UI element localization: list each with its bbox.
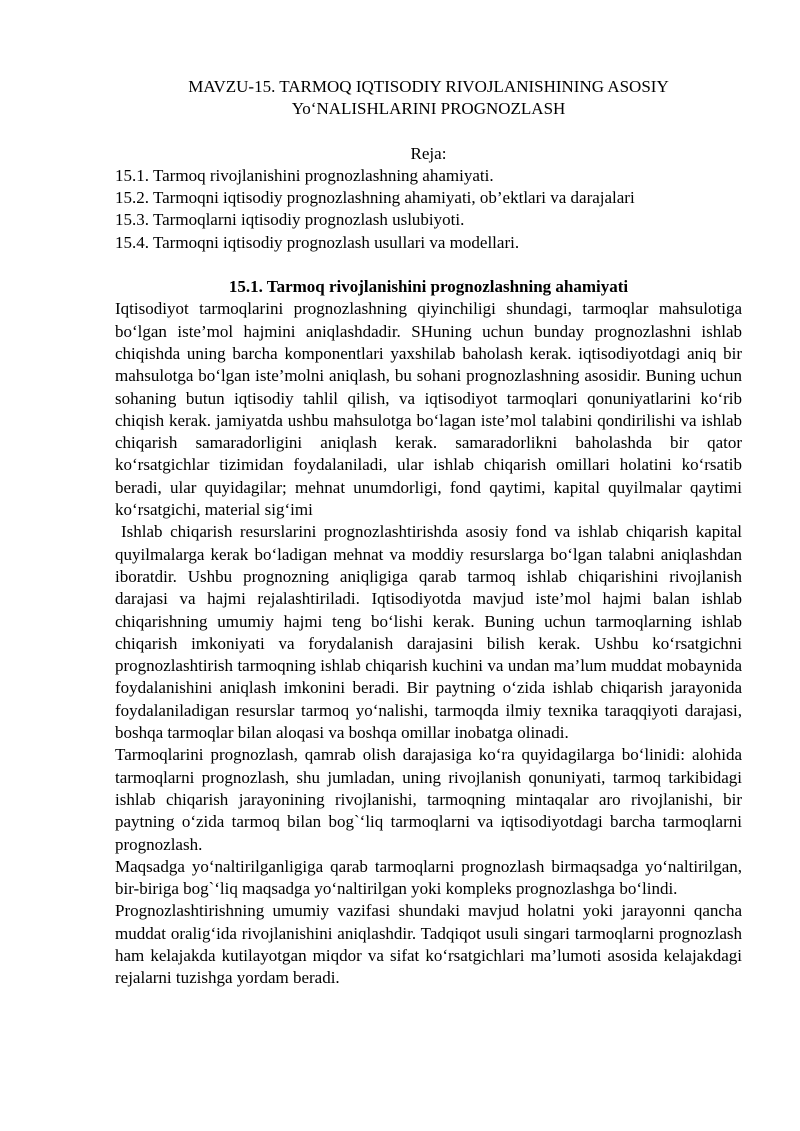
plan-label: Reja: [410,143,447,163]
body-paragraph: Ishlab chiqarish resurslarini prognozlashtirishda asosiy fond va ishlab chiqarish kapital quyilmalarga kerak bo‘ladigan mehnat va moddiy resurslarga bo‘lgan talabni aniqlashdan iboratdir. Ushbu prognozning aniqligiga qarab tarmoq ishlab chiqarishini rivojlanish darajasi va hajmi rejalashtiriladi. Iqtisodiyotda mavjud iste’mol hajmi balan ishlab chiqarishning umumiy hajmi teng bo‘lishi kerak. Buning uchun tarmoqlarning ishlab chiqarish imkoniyati va forydalanish darajasini bilish kerak. Ushbu ko‘rsatgichni prognozlashtirish tarmoqning ishlab chiqarish kuchini va undan ma’lum muddat mobaynida foydalanishini aniqlash imkonini beradi. Bir paytning o‘zida ishlab chiqarish jarayonida foydalaniladigan resurslar tarmoq yo‘nalishi, tarmoqda ilmiy texnika taraqqiyoti darajasi, boshqa tarmoqlar bilan aloqasi va boshqa omillar inobatga olinadi. [115,522,742,743]
document-title [115,76,742,121]
document-page [115,76,742,990]
plan-item: 15.3. Tarmoqlarni iqtisodiy prognozlash uslubiyoti. [115,210,465,230]
title-line-1: MAVZU-15. TARMOQ IQTISODIY RIVOJLANISHINING ASOSIY [188,77,669,96]
plan-list [115,165,742,254]
plan-item: 15.1. Tarmoq rivojlanishini prognozlashning ahamiyati. [115,165,494,185]
body-paragraph: Iqtisodiyot tarmoqlarini prognozlashning qiyinchiligi shundagi, tarmoqlar mahsulotiga bo‘lgan iste’mol hajmini aniqlashdadir. SHuning uchun bunday prognozlashni ishlab chiqishda uning barcha komponentlari yaxshilab baholash kerak. iqtisodiyotdagi aniq bir mahsulotga bo‘lgan iste’molni aniqlash, bu sohani prognozlashning asosidir. Buning uchun sohaning butun iqtisodiy tahlil qilish, va iqtisodiyot tarmoqlari qonuniyatlarini ko‘rib chiqish kerak. jamiyatda ushbu mahsulotga bo‘lagan iste’mol talabini qondirilishi va ishlab chiqarish samaradorligini aniqlash kerak. samaradorlikni baholashda bir qator ko‘rsatgichlar tizimidan foydalaniladi, ular ishlab chiqarish omillari holatini ko‘rsatib beradi, ular quyidagilar; mehnat unumdorligi, fond qaytimi, kapital quyilmalar qaytimi ko‘rsatgichi, material sig‘imi [115,299,742,520]
title-line-2: Yo‘NALISHLARINI PROGNOZLASH [291,99,566,119]
plan-item: 15.4. Tarmoqni iqtisodiy prognozlash usullari va modellari. [115,232,520,252]
body-paragraph: Prognozlashtirishning umumiy vazifasi shundaki mavjud holatni yoki jarayonni qancha muddat oralig‘ida rivojlanishini aniqlashdir. Tadqiqot usuli singari tarmoqlarni prognozlash ham kelajakda kutilayotgan miqdor va sifat ko‘rsatgichlari ma’lumoti asosida kelajakdagi rejalarni tuzishga yordam beradi. [115,901,742,988]
section-heading: 15.1. Tarmoq rivojlanishini prognozlashning ahamiyati [228,277,629,297]
plan-item: 15.2. Tarmoqni iqtisodiy prognozlashning ahamiyati, ob’ektlari va darajalari [115,188,635,208]
body-paragraph: Maqsadga yo‘naltirilganligiga qarab tarmoqlarni prognozlash birmaqsadga yo‘naltirilgan, bir-biriga bog`‘liq maqsadga yo‘naltirilgan yoki kompleks prognozlashga bo‘lindi. [115,856,742,899]
body-paragraph: Tarmoqlarini prognozlash, qamrab olish darajasiga ko‘ra quyidagilarga bo‘linidi: alohida tarmoqlarni prognozlash, shu jumladan, uning rivojlanish qonuniyati, tarmoq tarkibidagi ishlab chiqarish jarayonining rivojlanishi, tarmoqning mintaqalar aro rivojlanishi, bir paytning o‘zida tarmoq bilan bog`‘liq tarmoqlarni va iqtisodiyotdagi barcha tarmoqlarni prognozlash. [115,745,742,854]
